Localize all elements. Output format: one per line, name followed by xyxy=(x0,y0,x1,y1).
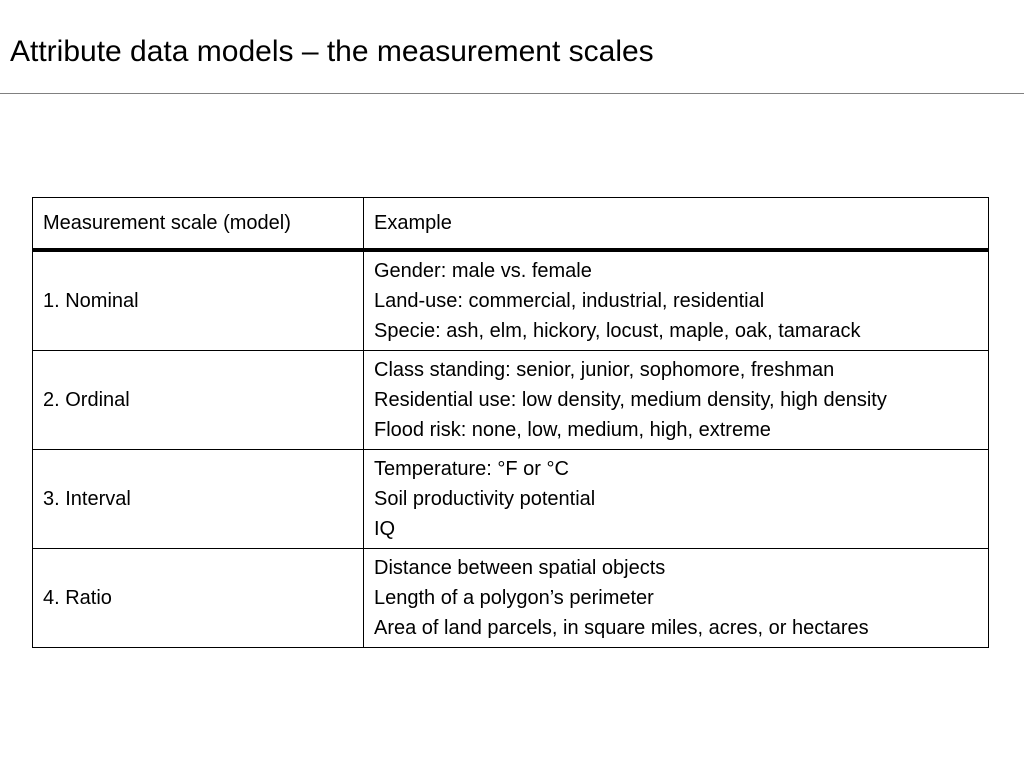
column-header-scale: Measurement scale (model) xyxy=(33,198,364,251)
example-line: Land-use: commercial, industrial, residential xyxy=(374,290,765,312)
table-row-nominal xyxy=(33,250,989,351)
example-line: Gender: male vs. female xyxy=(374,260,592,282)
scale-cell: 2. Ordinal xyxy=(33,351,364,450)
example-line: Distance between spatial objects xyxy=(374,557,666,579)
scale-cell: 4. Ratio xyxy=(33,549,364,648)
example-line: Length of a polygon’s perimeter xyxy=(374,587,654,609)
scale-cell: 1. Nominal xyxy=(33,250,364,351)
example-line: Temperature: °F or °C xyxy=(374,458,569,480)
example-cell xyxy=(364,549,989,648)
example-line: Area of land parcels, in square miles, acres, or hectares xyxy=(374,617,869,639)
example-line: IQ xyxy=(374,518,396,540)
example-line: Soil productivity potential xyxy=(374,488,596,510)
title-divider xyxy=(0,93,1024,94)
example-line: Specie: ash, elm, hickory, locust, maple, oak, tamarack xyxy=(374,320,861,342)
example-cell xyxy=(364,250,989,351)
example-line: Class standing: senior, junior, sophomore, freshman xyxy=(374,359,835,381)
slide-title: Attribute data models – the measurement scales xyxy=(10,35,654,68)
example-cell xyxy=(364,450,989,549)
measurement-scales-table xyxy=(32,197,989,648)
scale-cell: 3. Interval xyxy=(33,450,364,549)
example-cell xyxy=(364,351,989,450)
table-row-ordinal xyxy=(33,351,989,450)
example-line: Residential use: low density, medium density, high density xyxy=(374,389,887,411)
table-header-row xyxy=(33,198,989,251)
table-row-ratio xyxy=(33,549,989,648)
table-row-interval xyxy=(33,450,989,549)
example-line: Flood risk: none, low, medium, high, extreme xyxy=(374,419,771,441)
column-header-example: Example xyxy=(364,198,989,251)
